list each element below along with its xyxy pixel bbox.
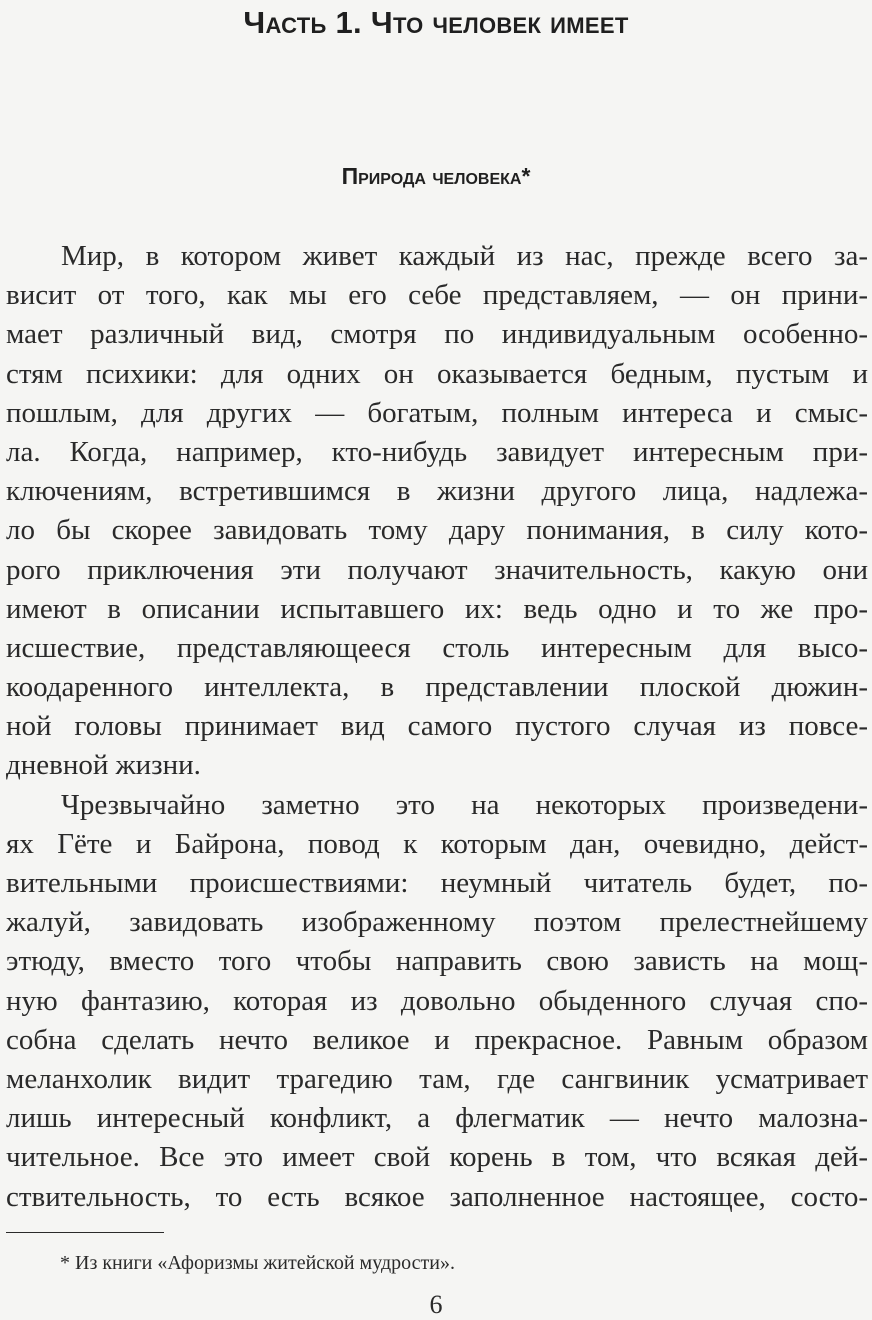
section-title: Природа человека* (341, 163, 531, 189)
text-line: дневной жизни. (6, 749, 201, 782)
page-number: 6 (429, 1290, 443, 1319)
text-line: меланхолик видит трагедию там, где сангвиник усматривает (6, 1062, 868, 1095)
text-line: жалуй, завидовать изображенному поэтом прелестнейшему (6, 906, 868, 939)
text-line: ную фантазию, которая из довольно обыденного случая спо- (6, 984, 868, 1017)
footnote-divider (6, 1232, 164, 1233)
part-title: Часть 1. Что человек имеет (243, 5, 629, 40)
text-line: ствительность, то есть всякое заполненное настоящее, состо- (6, 1180, 868, 1213)
text-line: ла. Когда, например, кто-нибудь завидует интересным при- (6, 435, 868, 468)
footnote: * Из книги «Афоризмы житейской мудрости». (60, 1252, 455, 1274)
text-line: мает различный вид, смотря по индивидуальным особенно- (6, 318, 868, 351)
text-line: ло бы скорее завидовать тому дару понимания, в силу кото- (6, 514, 868, 547)
text-line: висит от того, как мы его себе представляем, — он прини- (6, 279, 868, 312)
text-line: чительное. Все это имеет свой корень в том, что всякая дей- (6, 1141, 868, 1174)
paragraph (6, 786, 868, 1217)
text-line: Мир, в котором живет каждый из нас, прежде всего за- (61, 240, 868, 272)
text-line: исшествие, представляющееся столь интересным для высо- (6, 631, 868, 664)
text-line: коодаренного интеллекта, в представлении плоской дюжин- (6, 671, 868, 704)
text-line: ной головы принимает вид самого пустого случая из повсе- (6, 710, 868, 743)
text-line: ях Гёте и Байрона, повод к которым дан, очевидно, дейст- (6, 827, 868, 860)
text-line: вительными происшествиями: неумный читатель будет, по- (6, 867, 868, 899)
text-line: стям психики: для одних он оказывается бедным, пустым и (6, 357, 868, 390)
text-line: ключениям, встретившимся в жизни другого лица, надлежа- (6, 475, 868, 508)
text-line: собна сделать нечто великое и прекрасное. Равным образом (6, 1023, 868, 1056)
text-line: лишь интересный конфликт, а флегматик — нечто малозна- (6, 1102, 868, 1135)
body-text (6, 237, 868, 1217)
text-line: имеют в описании испытавшего их: ведь одно и то же про- (6, 592, 868, 625)
text-line: рого приключения эти получают значительность, какую они (6, 553, 868, 586)
paragraph (6, 237, 868, 786)
text-line: пошлым, для других — богатым, полным интереса и смыс- (6, 396, 868, 429)
text-line: Чрезвычайно заметно это на некоторых произведени- (61, 788, 868, 821)
text-line: этюду, вместо того чтобы направить свою зависть на мощ- (6, 945, 868, 978)
